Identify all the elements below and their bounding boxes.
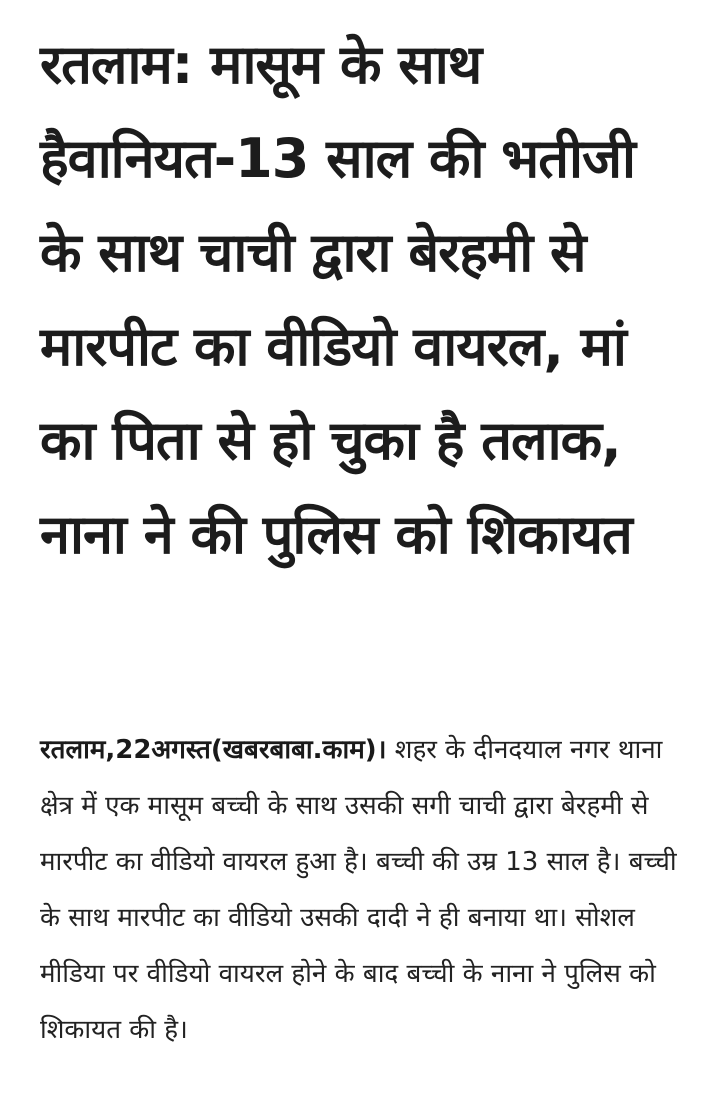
- article-headline: रतलाम: मासूम के साथ हैवानियत-13 साल की भतीजी के साथ चाची द्वारा बेरहमी से मारपीट का वीडियो वायरल, मां का पिता से हो चुका है तलाक, नाना ने की पुलिस को शिकायत: [40, 33, 636, 566]
- article-dateline: रतलाम,22अगस्त(खबरबाबा.काम)।: [40, 735, 387, 765]
- article-body-text: शहर के दीनदयाल नगर थाना क्षेत्र में एक मासूम बच्ची के साथ उसकी सगी चाची द्वारा बेरहमी से मारपीट का वीडियो वायरल हुआ है। बच्ची की उम्र 13 साल है। बच्ची के साथ मारपीट का वीडियो उसकी दादी ने ही बनाया था। सोशल मीडिया पर वीडियो वायरल होने के बाद बच्ची के नाना ने पुलिस को शिकायत की है।: [40, 735, 677, 1045]
- article-body: [40, 722, 680, 1058]
- article: [40, 18, 690, 582]
